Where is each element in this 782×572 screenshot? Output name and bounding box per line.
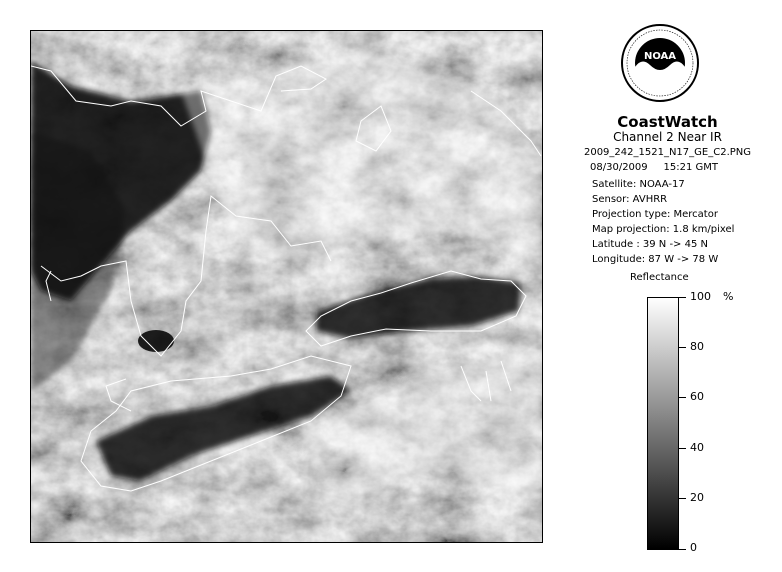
colorbar xyxy=(647,297,679,550)
acquisition-time: 15:21 GMT xyxy=(663,162,719,173)
satellite-image xyxy=(30,30,543,543)
colorbar-tick xyxy=(679,549,686,550)
colorbar-tick-label: 100 xyxy=(690,290,711,303)
colorbar-unit: % xyxy=(723,290,734,303)
colorbar-tick-label: 40 xyxy=(690,441,704,454)
latitude-info: Latitude : 39 N -> 45 N xyxy=(592,239,708,250)
colorbar-tick xyxy=(679,448,686,449)
noaa-logo xyxy=(620,23,700,103)
satellite-info: Satellite: NOAA-17 xyxy=(592,179,685,190)
colorbar-tick-label: 80 xyxy=(690,340,704,353)
projection-type-info: Projection type: Mercator xyxy=(592,209,718,220)
colorbar-tick xyxy=(679,347,686,348)
colorbar-tick xyxy=(679,397,686,398)
noaa-logo-text: NOAA xyxy=(643,51,677,62)
colorbar-tick xyxy=(679,297,686,298)
file-name: 2009_242_1521_N17_GE_C2.PNG xyxy=(583,147,752,158)
colorbar-tick-label: 0 xyxy=(690,541,697,554)
colorbar-tick-label: 60 xyxy=(690,390,704,403)
channel-subtitle: Channel 2 Near IR xyxy=(613,130,722,144)
noaa-logo-icon xyxy=(620,23,700,103)
longitude-info: Longitude: 87 W -> 78 W xyxy=(592,254,719,265)
product-title: CoastWatch xyxy=(617,113,718,131)
lake-st-clair xyxy=(138,330,174,352)
imagery-canvas xyxy=(31,31,542,542)
acquisition-datetime xyxy=(590,162,718,173)
colorbar-title: Reflectance xyxy=(630,272,689,283)
colorbar-tick-label: 20 xyxy=(690,491,704,504)
acquisition-date: 08/30/2009 xyxy=(590,162,648,173)
map-projection-info: Map projection: 1.8 km/pixel xyxy=(592,224,735,235)
metadata-list xyxy=(592,177,734,267)
colorbar-tick xyxy=(679,498,686,499)
sensor-info: Sensor: AVHRR xyxy=(592,194,668,205)
